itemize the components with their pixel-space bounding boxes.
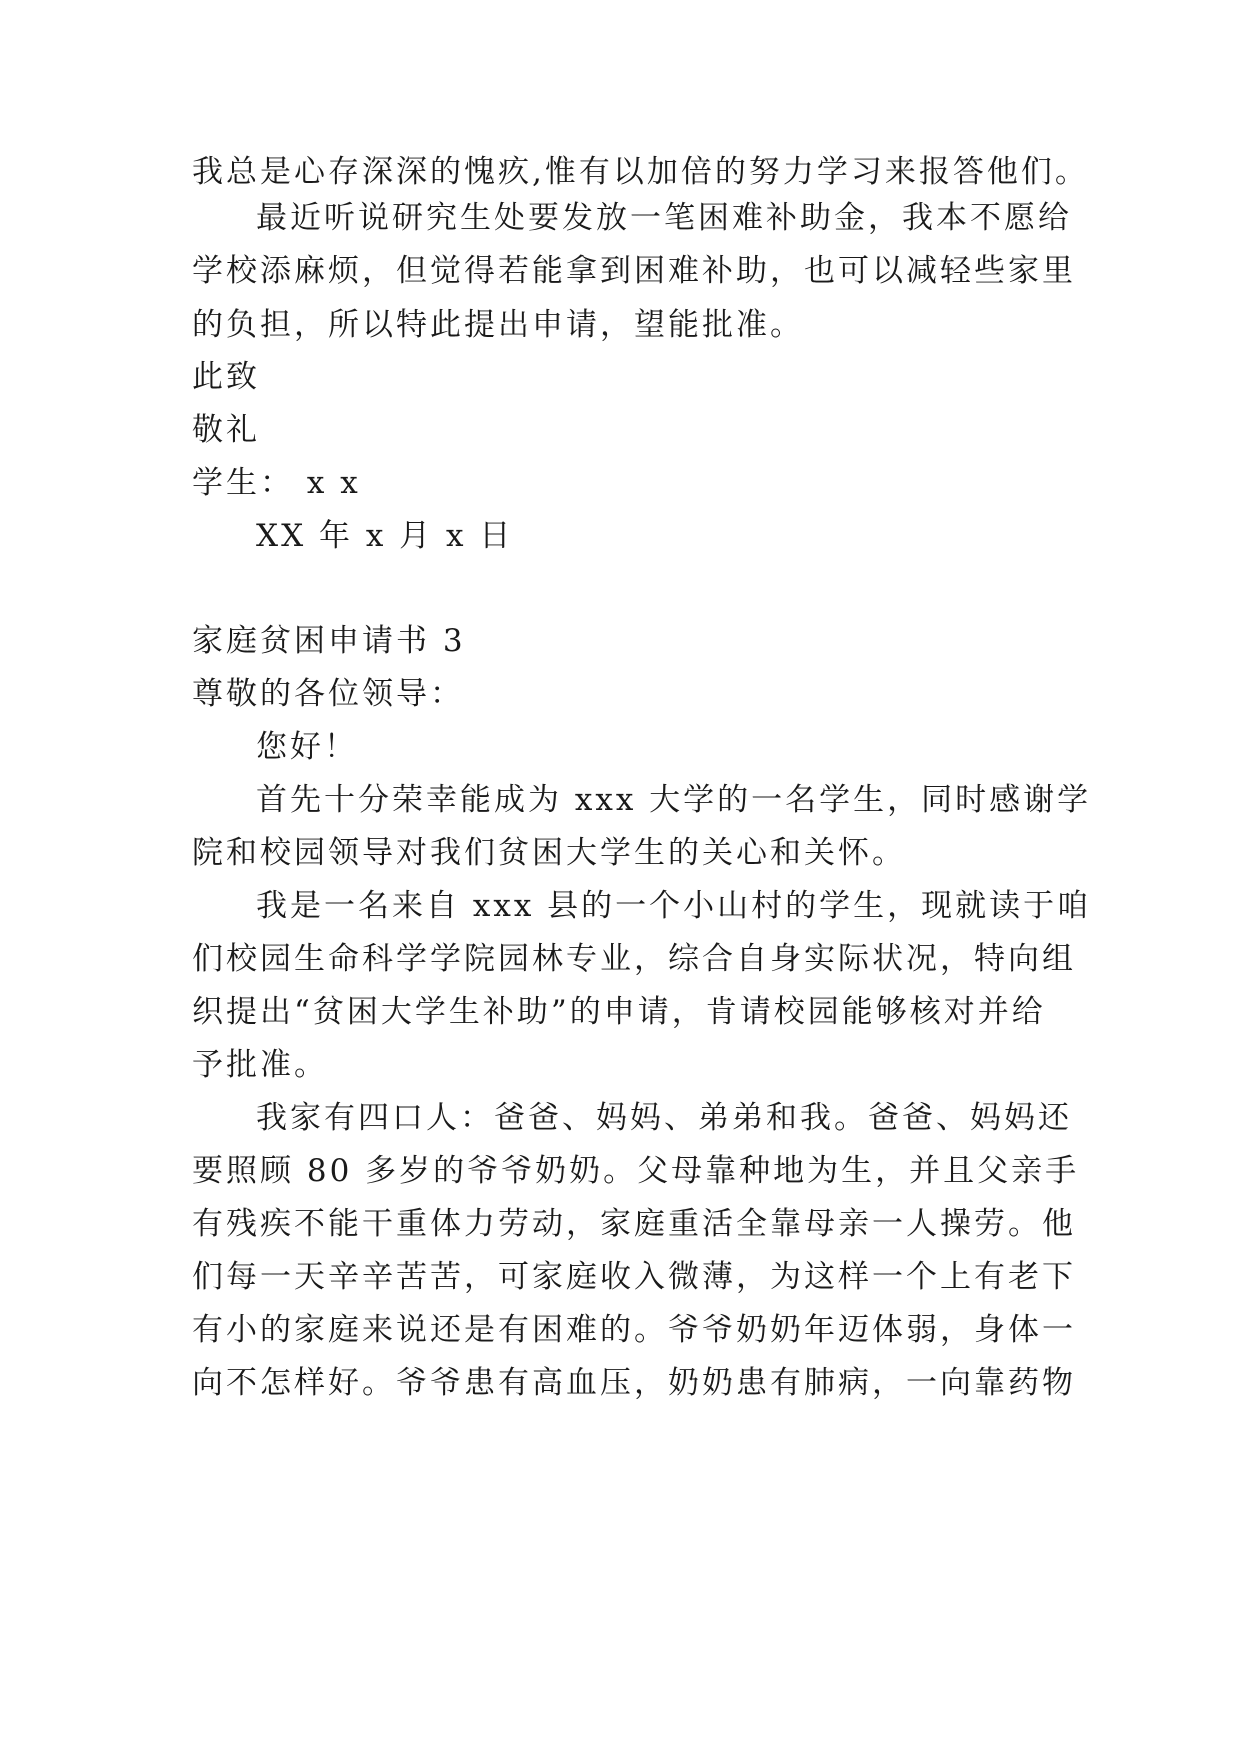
text-line-13: 有残疾不能干重体力劳动，家庭重活全靠母亲一人操劳。他 xyxy=(192,1206,1076,1242)
text-line-2: 最近听说研究生处要发放一笔困难补助金，我本不愿给 xyxy=(256,200,1072,236)
closing-regards: 敬礼 xyxy=(192,412,260,448)
text-line-5: 首先十分荣幸能成为 xxx 大学的一名学生，同时感谢学 xyxy=(256,782,1092,818)
text-line-7: 我是一名来自 xxx 县的一个小山村的学生，现就读于咱 xyxy=(256,888,1092,924)
section-title: 家庭贫困申请书 3 xyxy=(192,623,466,659)
signature-student: 学生： x x xyxy=(192,465,361,501)
signature-date: XX 年 x 月 x 日 xyxy=(256,518,514,554)
text-line-16: 向不怎样好。爷爷患有高血压，奶奶患有肺病，一向靠药物 xyxy=(192,1365,1076,1401)
text-line-6: 院和校园领导对我们贫困大学生的关心和关怀。 xyxy=(192,835,906,871)
text-line-14: 们每一天辛辛苦苦，可家庭收入微薄，为这样一个上有老下 xyxy=(192,1259,1076,1295)
text-line-1: 我总是心存深深的愧疚,惟有以加倍的努力学习来报答他们。 xyxy=(192,154,1089,190)
closing-salutation: 此致 xyxy=(192,359,260,395)
text-line-11: 我家有四口人：爸爸、妈妈、弟弟和我。爸爸、妈妈还 xyxy=(256,1100,1072,1136)
text-line-15: 有小的家庭来说还是有困难的。爷爷奶奶年迈体弱，身体一 xyxy=(192,1312,1076,1348)
text-line-10: 予批准。 xyxy=(192,1047,328,1083)
text-line-3: 学校添麻烦，但觉得若能拿到困难补助，也可以减轻些家里 xyxy=(192,253,1076,289)
greeting-recipient: 尊敬的各位领导： xyxy=(192,676,464,712)
greeting-hello: 您好！ xyxy=(256,729,358,765)
text-line-4: 的负担，所以特此提出申请，望能批准。 xyxy=(192,307,804,343)
text-line-8: 们校园生命科学学院园林专业，综合自身实际状况，特向组 xyxy=(192,941,1076,977)
text-line-9: 织提出“贫困大学生补助”的申请，肯请校园能够核对并给 xyxy=(192,994,1046,1030)
text-line-12: 要照顾 80 多岁的爷爷奶奶。父母靠种地为生，并且父亲手 xyxy=(192,1153,1080,1189)
